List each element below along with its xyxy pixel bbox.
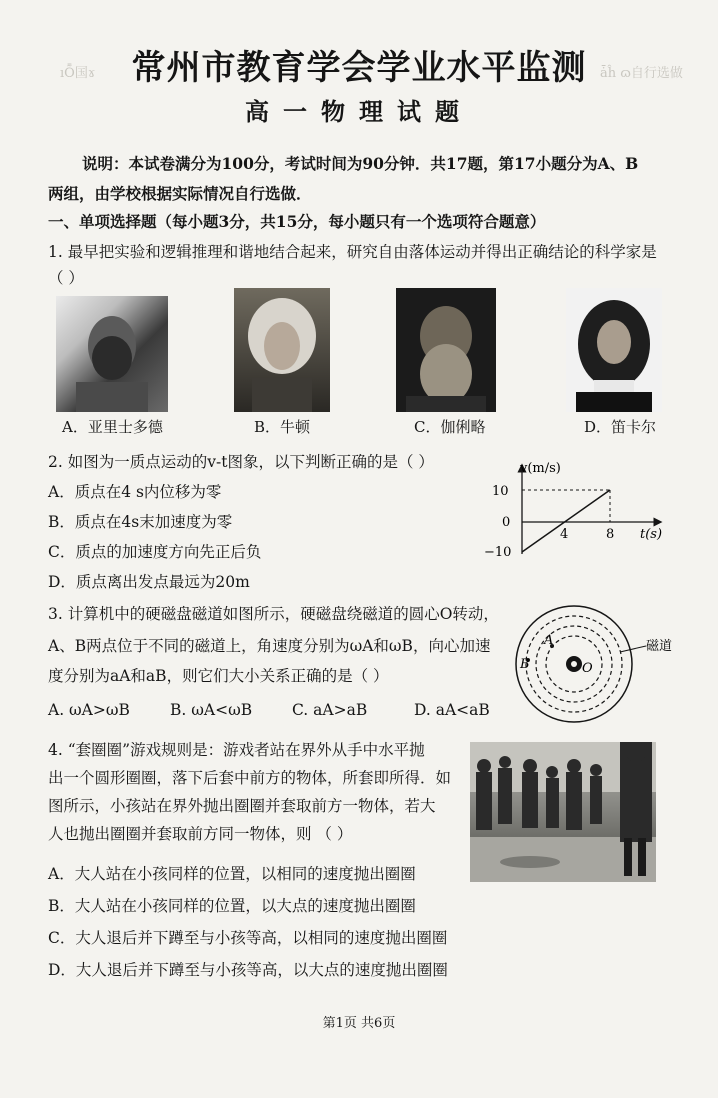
label-b: B (520, 657, 530, 672)
descartes-portrait (566, 288, 662, 412)
instructions-line-1: 说明：本试卷满分为100分，考试时间为90分钟．共17题，第17小题分为A、B (82, 154, 639, 173)
q2-stem: 2. 如图为一质点运动的v-t图象，以下判断正确的是（ ） (48, 453, 434, 471)
q3-option-d: D. aA<aB (414, 701, 490, 719)
q4-option-b: B．大人站在小孩同样的位置，以大点的速度抛出圈圈 (48, 897, 416, 915)
label-track: 磁道 (646, 639, 673, 654)
q2-option-d: D．质点离出发点最远为20m (48, 573, 250, 591)
q2-option-b: B．质点在4s末加速度为零 (48, 513, 233, 531)
label-a: A (544, 633, 554, 648)
q3-option-b: B. ωA<ωB (170, 701, 253, 719)
galileo-portrait (396, 288, 496, 412)
q4-line-4: 人也抛出圈圈并套取前方同一物体，则 （ ） (48, 825, 353, 843)
vt-x-tick-end: 8 (606, 527, 615, 542)
label-o: O (582, 661, 593, 676)
vt-xlabel: t(s) (640, 527, 663, 542)
aristotle-portrait (56, 296, 168, 412)
q4-line-3: 图所示，小孩站在界外抛出圈圈并套取前方一物体，若大 (48, 797, 436, 815)
q4-line-1: 4. “套圈圈”游戏规则是：游戏者站在界外从手中水平抛 (48, 741, 425, 759)
q1-option-d: D．笛卡尔 (584, 418, 657, 436)
q3-option-c: C. aA>aB (292, 701, 368, 719)
page-title: 常州市教育学会学业水平监测 (131, 48, 587, 88)
vt-x-tick-mid: 4 (560, 527, 569, 542)
q1-stem-bracket: （ ） (48, 269, 84, 287)
ring-toss-photo (470, 742, 656, 882)
newton-portrait (234, 288, 330, 412)
vt-ylabel: v(m/s) (520, 461, 561, 476)
q1-option-c: C．伽俐略 (414, 418, 486, 436)
q4-line-2: 出一个圆形圈圈，落下后套中前方的物体，所套即所得．如 (48, 769, 452, 787)
instructions-line-2: 两组，由学校根据实际情况自行选做． (48, 184, 312, 203)
section-heading: 一、单项选择题（每小题3分，共15分，每小题只有一个选项符合题意） (48, 212, 546, 231)
q1-stem: 1. 最早把实验和逻辑推理和谐地结合起来，研究自由落体运动并得出正确结论的科学家是 (48, 243, 657, 261)
q2-option-a: A．质点在4 s内位移为零 (48, 483, 222, 501)
disk-track-figure (508, 602, 688, 726)
bleed-through-text: ıȬ国ɤ (60, 66, 96, 81)
bleed-through-text: ǡĥ ɷ自行选做 (600, 66, 683, 81)
q2-option-c: C．质点的加速度方向先正后负 (48, 543, 262, 561)
q1-option-b: B．牛顿 (254, 418, 311, 436)
q4-option-c: C．大人退后并下蹲至与小孩等高，以相同的速度抛出圈圈 (48, 929, 448, 947)
vt-graph (470, 458, 670, 566)
q3-line-1: 3. 计算机中的硬磁盘磁道如图所示，硬磁盘绕磁道的圆心O转动， (48, 605, 499, 623)
q4-option-a: A．大人站在小孩同样的位置，以相同的速度抛出圈圈 (48, 865, 416, 883)
page-footer: 第1页 共6页 (322, 1016, 396, 1031)
q3-option-a: A. ωA>ωB (48, 701, 130, 719)
q1-option-a: A．亚里士多德 (62, 418, 163, 436)
q4-option-d: D．大人退后并下蹲至与小孩等高，以大点的速度抛出圈圈 (48, 961, 448, 979)
q3-line-2: A、B两点位于不同的磁道上，角速度分别为ωA和ωB，向心加速 (48, 637, 491, 655)
vt-y-tick-zero: 0 (502, 515, 511, 530)
disk-center-point (571, 661, 577, 667)
vt-line (522, 490, 610, 552)
page-subtitle: 高一物理试题 (245, 98, 473, 126)
q3-line-3: 度分别为aA和aB，则它们大小关系正确的是（ ） (48, 667, 389, 685)
track-leader-line (620, 646, 646, 652)
vt-y-tick-bottom: −10 (484, 545, 512, 560)
vt-y-tick-top: 10 (492, 484, 509, 499)
